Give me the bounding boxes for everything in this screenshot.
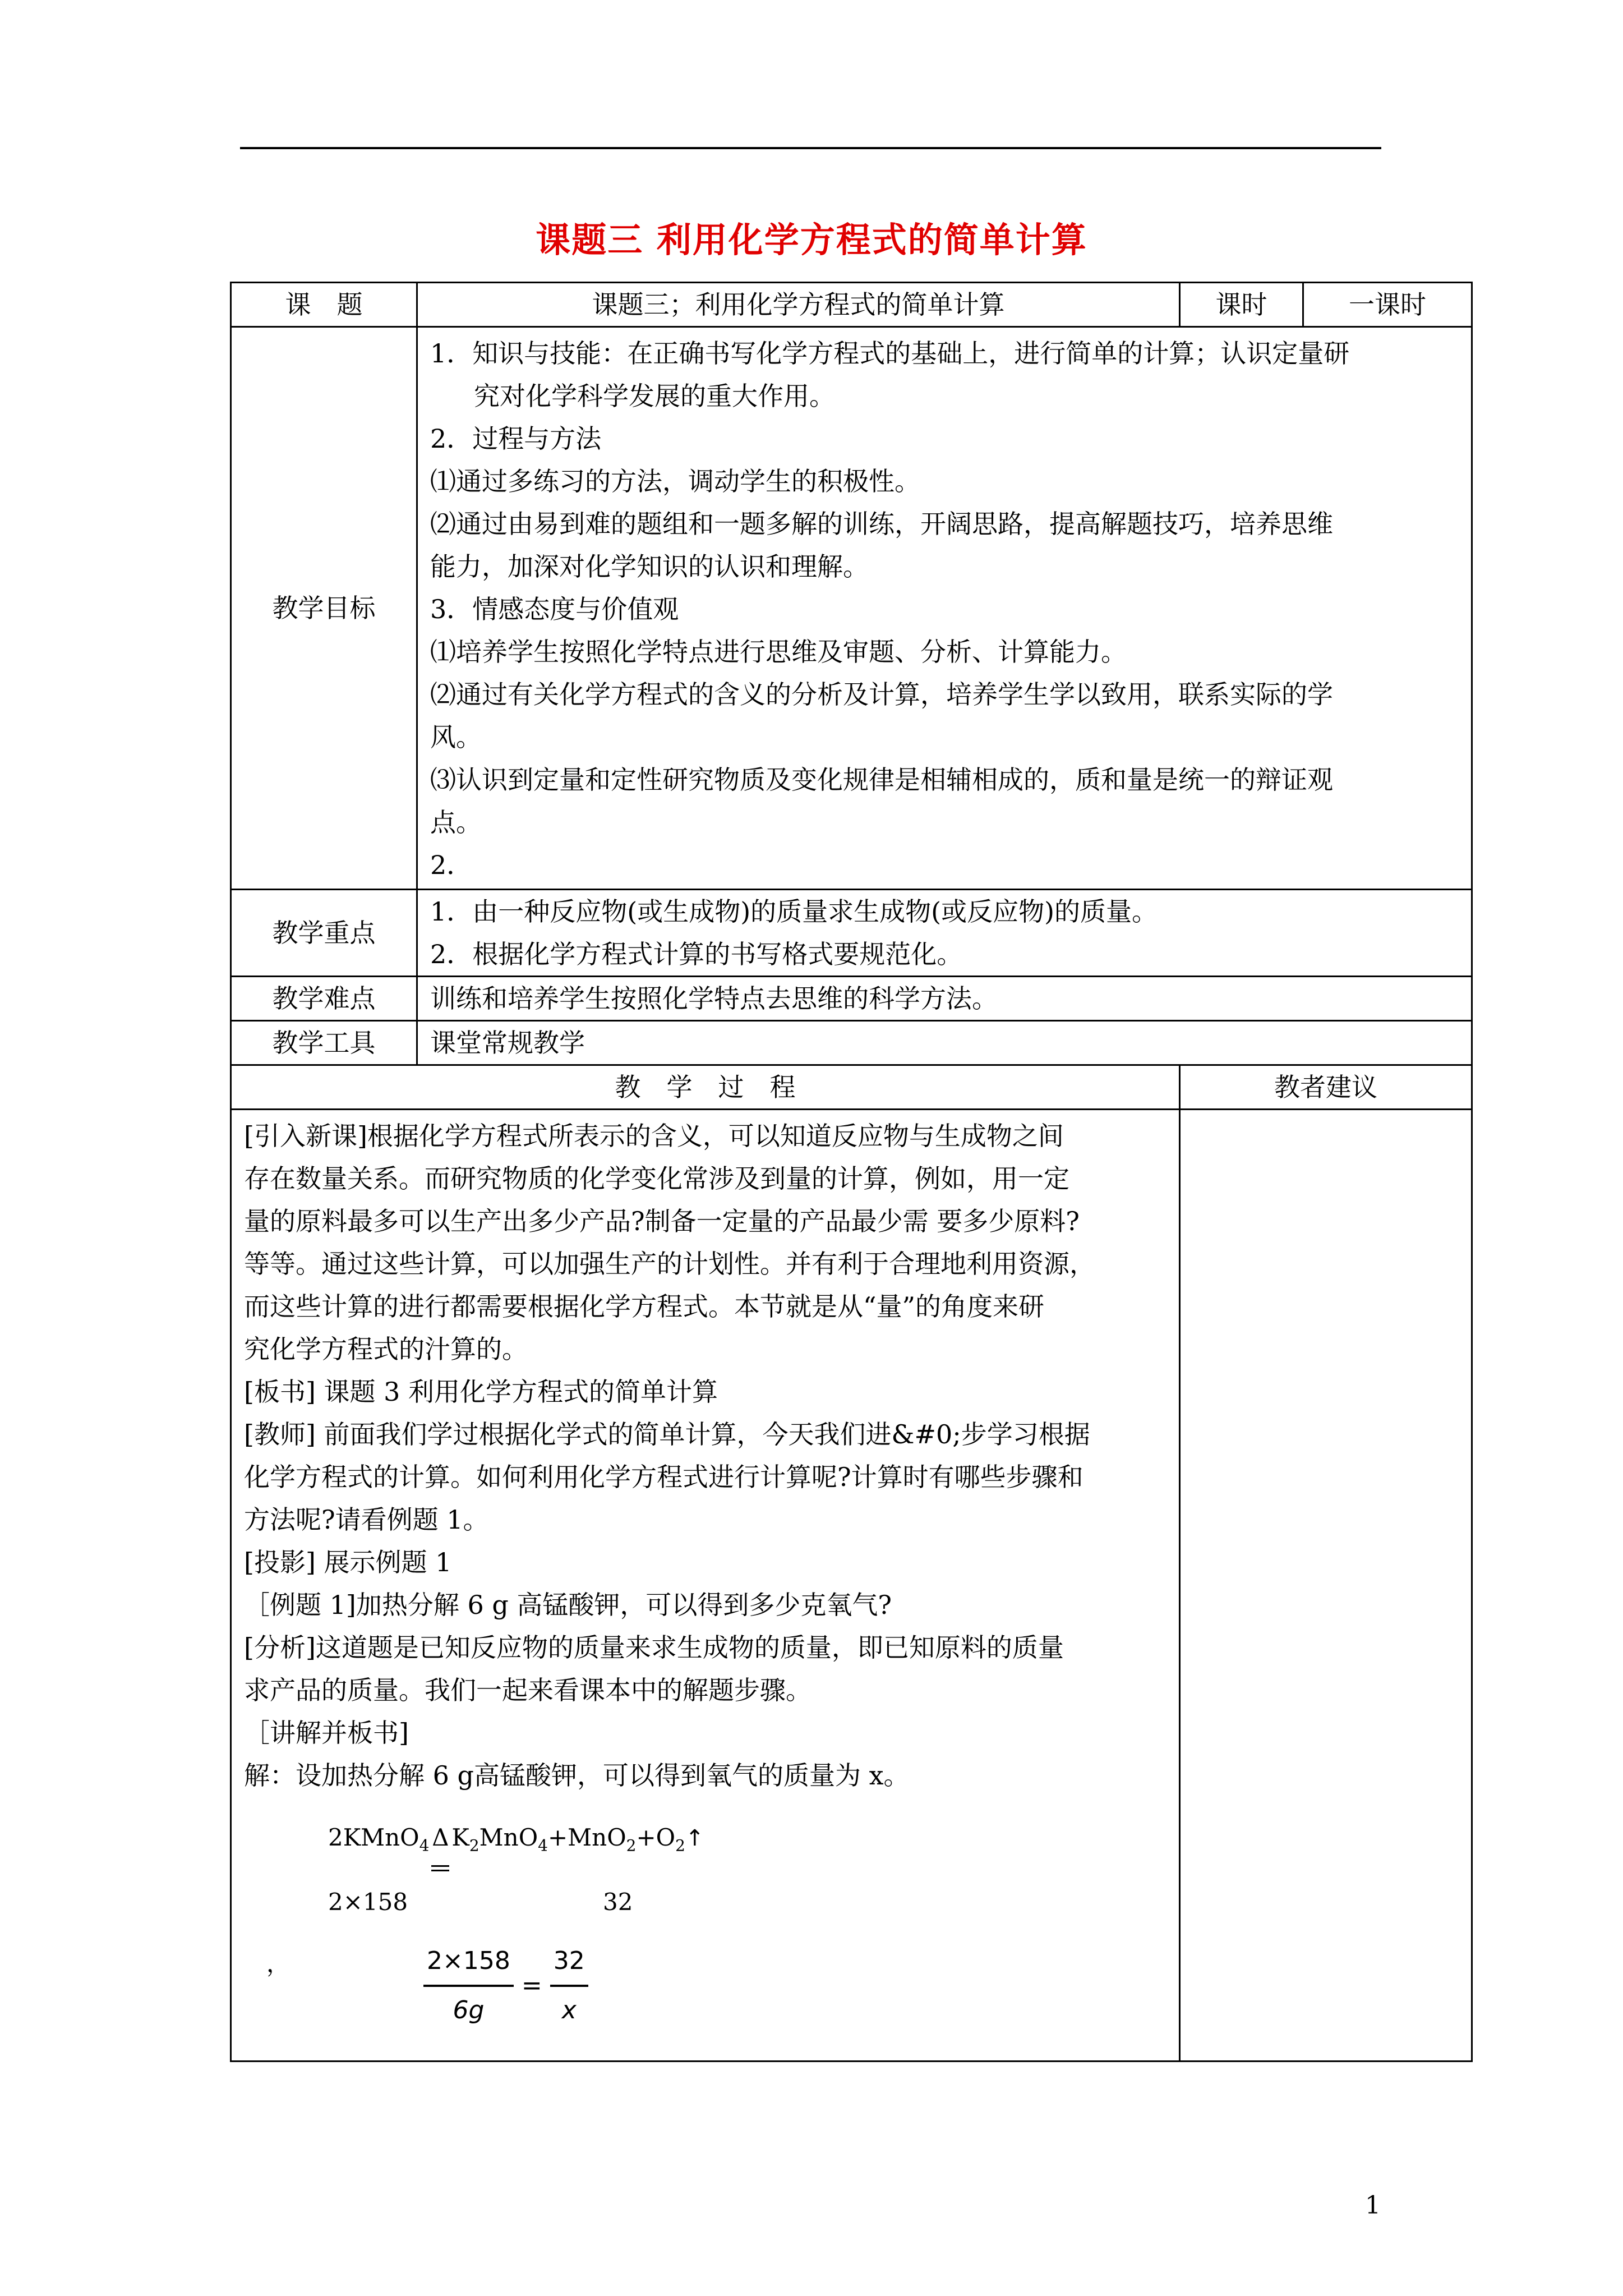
goal-line: ⑵通过由易到难的题组和一题多解的训练，开阔思路，提高解题技巧，培养思维 (430, 509, 1333, 539)
process-content (231, 1110, 1180, 2062)
goals-row (231, 327, 1472, 890)
process-line: [分析]这道题是已知反应物的质量来求生成物的质量，即已知原料的质量 (244, 1632, 1064, 1663)
key-points-row (231, 890, 1472, 977)
difficulty-label: 教学难点 (231, 977, 417, 1021)
key-point-line: 2．根据化学方程式计算的书写格式要规范化。 (430, 939, 963, 969)
fraction-left (423, 1940, 514, 2032)
equals-line-top (431, 1865, 449, 1867)
equals-sign: = (521, 1971, 542, 2000)
product-1-part: MnO (479, 1824, 538, 1851)
process-line: [教师] 前面我们学过根据化学式的简单计算，今天我们进&#0;步学习根据 (244, 1419, 1090, 1450)
delta-symbol: Δ (432, 1824, 449, 1851)
difficulty-row (231, 977, 1472, 1021)
subscript: 2 (469, 1836, 479, 1855)
advice-content (1180, 1110, 1472, 2062)
mass-right: 32 (603, 1888, 633, 1916)
process-line: 化学方程式的计算。如何利用化学方程式进行计算呢?计算时有哪些步骤和 (244, 1462, 1083, 1492)
fraction-right-numerator: 32 (550, 1940, 588, 1987)
hours-label: 课时 (1180, 283, 1303, 327)
fraction-right-denominator: x (561, 1996, 577, 2024)
topic-value: 课题三；利用化学方程式的简单计算 (417, 283, 1180, 327)
process-line: 解：设加热分解 6 g高锰酸钾，可以得到氧气的质量为 x。 (244, 1760, 910, 1791)
subscript: 2 (675, 1836, 685, 1855)
subscript: 4 (538, 1836, 548, 1855)
goal-line: 能力，加深对化学知识的认识和理解。 (430, 551, 869, 582)
page-number: 1 (1365, 2191, 1381, 2220)
header-rule (240, 147, 1381, 149)
equals-line-bottom (431, 1870, 449, 1871)
goal-line: 1．知识与技能：在正确书写化学方程式的基础上，进行简单的计算；认识定量研 (430, 338, 1350, 369)
process-line: [引入新课]根据化学方程式所表示的含义，可以知道反应物与生成物之间 (244, 1121, 1064, 1151)
heat-condition (429, 1816, 451, 1859)
reactant: 2KMnO (328, 1824, 419, 1851)
process-line: 存在数量关系。而研究物质的化学变化常涉及到量的计算，例如，用一定 (244, 1163, 1069, 1194)
topic-label: 课 题 (231, 283, 417, 327)
goal-line: ⑵通过有关化学方程式的含义的分析及计算，培养学生学以致用，联系实际的学 (430, 679, 1333, 710)
fraction-left-denominator: 6g (453, 1996, 485, 2024)
goal-line: 2．过程与方法 (430, 424, 602, 454)
key-points-label: 教学重点 (231, 890, 417, 977)
tools-label: 教学工具 (231, 1021, 417, 1065)
product-2: +MnO (547, 1824, 626, 1851)
lesson-plan-table (230, 282, 1473, 2062)
goal-line: 究对化学科学发展的重大作用。 (474, 381, 835, 411)
process-line: [投影] 展示例题 1 (244, 1547, 452, 1577)
fraction-left-numerator: 2×158 (423, 1940, 514, 1987)
goals-label: 教学目标 (231, 327, 417, 890)
subscript: 2 (626, 1836, 637, 1855)
chemical-equation (328, 1816, 704, 1867)
goal-line: ⑴培养学生按照化学特点进行思维及审题、分析、计算能力。 (430, 637, 1127, 667)
goals-content (417, 327, 1472, 890)
advice-header: 教者建议 (1180, 1065, 1472, 1110)
fraction-right (550, 1940, 588, 2032)
topic-row (231, 283, 1472, 327)
hours-value: 一课时 (1303, 283, 1472, 327)
mass-left: 2×158 (328, 1888, 408, 1916)
process-line: 求产品的质量。我们一起来看课本中的解题步骤。 (244, 1675, 811, 1705)
goal-line: 点。 (430, 807, 482, 838)
subscript: 4 (419, 1836, 430, 1855)
product-3: +O (636, 1824, 676, 1851)
goal-line: ⑶认识到定量和定性研究物质及变化规律是相辅相成的，质和量是统一的辩证观 (430, 765, 1333, 795)
process-row (231, 1110, 1472, 2062)
product-1: K (451, 1824, 469, 1851)
gas-arrow-icon: ↑ (685, 1825, 704, 1851)
process-line: 量的原料最多可以生产出多少产品?制备一定量的产品最少需 要多少原料? (244, 1206, 1080, 1236)
page-title: 课题三 利用化学方程式的简单计算 (536, 219, 1087, 260)
goal-line: 2． (430, 850, 473, 880)
process-line: [板书] 课题 3 利用化学方程式的简单计算 (244, 1377, 718, 1407)
goal-line: 风。 (430, 722, 482, 752)
key-points-content (417, 890, 1472, 977)
proportion-equation (423, 1940, 588, 2032)
process-header: 教 学 过 程 (231, 1065, 1180, 1110)
difficulty-content: 训练和培养学生按照化学特点去思维的科学方法。 (417, 977, 1472, 1021)
goal-line: ⑴通过多练习的方法，调动学生的积极性。 (430, 466, 920, 496)
process-line: ［讲解并板书] (244, 1718, 409, 1748)
process-line: 方法呢?请看例题 1。 (244, 1504, 489, 1535)
equation-area (244, 1797, 1166, 2060)
comma: ， (266, 1950, 291, 1977)
process-header-row (231, 1065, 1472, 1110)
process-line: 究化学方程式的汁算的。 (244, 1334, 528, 1364)
tools-content: 课堂常规教学 (417, 1021, 1472, 1065)
key-point-line: 1．由一种反应物(或生成物)的质量求生成物(或反应物)的质量。 (430, 896, 1158, 927)
goal-line: 3．情感态度与价值观 (430, 594, 679, 624)
process-line: 等等。通过这些计算，可以加强生产的计划性。并有利于合理地利用资源， (244, 1249, 1095, 1279)
tools-row (231, 1021, 1472, 1065)
process-line: ［例题 1]加热分解 6 g 高锰酸钾，可以得到多少克氧气? (244, 1590, 892, 1620)
process-line: 而这些计算的进行都需要根据化学方程式。本节就是从“量”的角度来研 (244, 1291, 1045, 1322)
